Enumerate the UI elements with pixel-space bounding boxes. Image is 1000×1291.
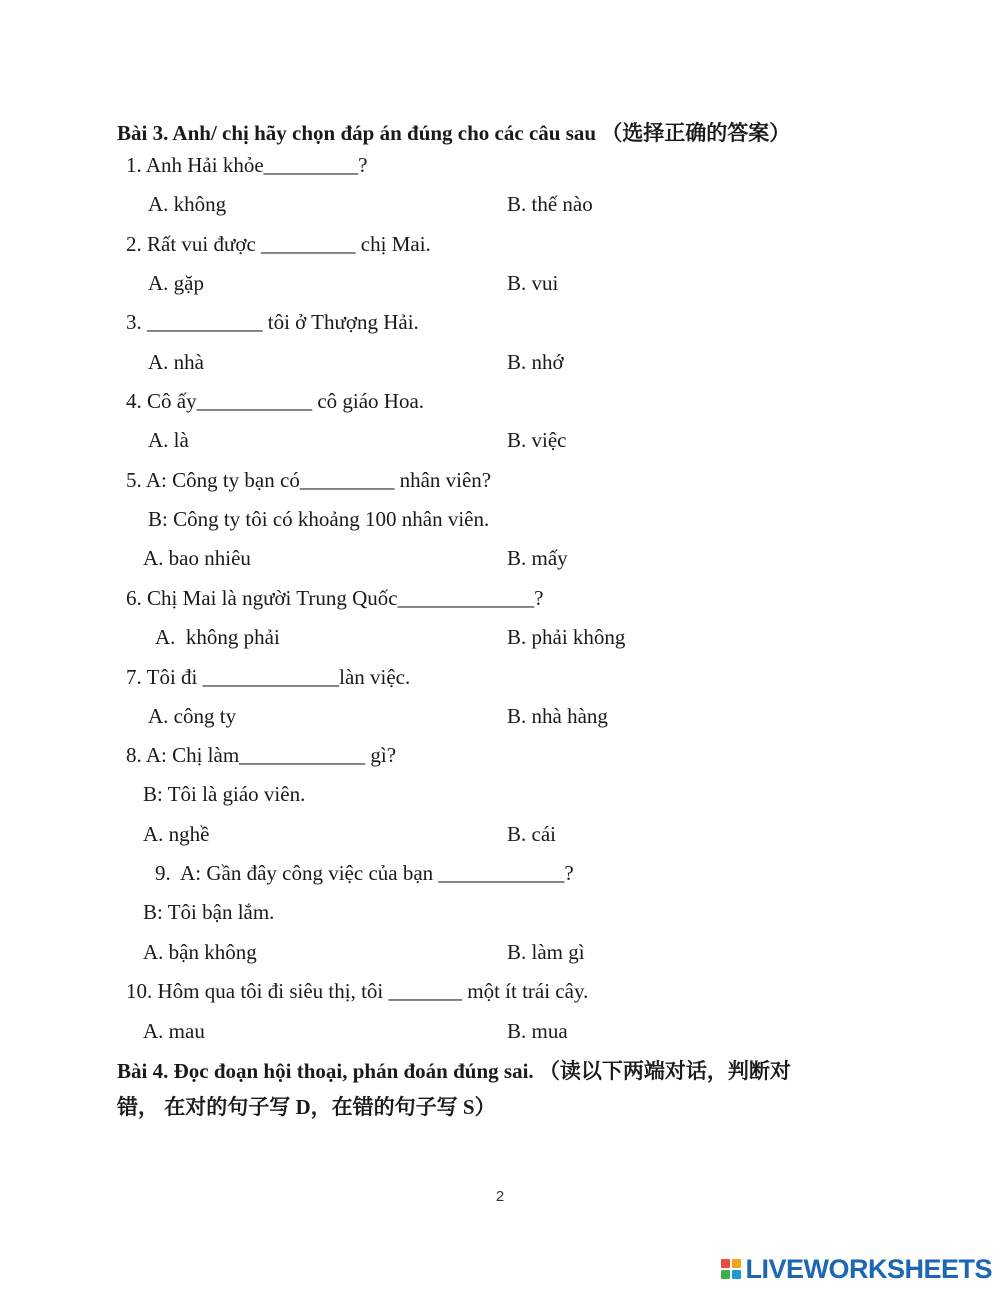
question-7: 7. Tôi đi _____________làn việc. <box>126 665 411 689</box>
exercise-4-heading: Bài 4. Đọc đoạn hội thoại, phán đoán đúng sai. （读以下两端对话，判断对 <box>117 1059 791 1083</box>
question-9-option-a[interactable]: A. bận không <box>143 940 257 964</box>
question-5-reply: B: Công ty tôi có khoảng 100 nhân viên. <box>148 507 490 531</box>
exercise-4-heading-continued: 错， 在对的句子写 D，在错的句子写 S） <box>117 1095 496 1119</box>
question-2-option-b[interactable]: B. vui <box>507 271 559 295</box>
question-1-option-a[interactable]: A. không <box>148 192 227 216</box>
question-7-option-a[interactable]: A. công ty <box>148 704 237 728</box>
page-number: 2 <box>495 1188 505 1205</box>
question-3: 3. ___________ tôi ở Thượng Hải. <box>126 310 419 334</box>
question-9: 9. A: Gần đây công việc của bạn ____________? <box>155 861 574 885</box>
liveworksheets-logo-icon <box>721 1259 741 1279</box>
question-4: 4. Cô ấy___________ cô giáo Hoa. <box>126 389 425 413</box>
question-8-option-a[interactable]: A. nghề <box>143 822 210 846</box>
question-8-reply: B: Tôi là giáo viên. <box>143 782 306 806</box>
question-8-option-b[interactable]: B. cái <box>507 822 556 846</box>
question-10-option-b[interactable]: B. mua <box>507 1019 568 1043</box>
question-5-option-a[interactable]: A. bao nhiêu <box>143 546 251 570</box>
question-7-option-b[interactable]: B. nhà hàng <box>507 704 608 728</box>
question-1: 1. Anh Hải khỏe_________? <box>126 153 368 177</box>
question-4-option-a[interactable]: A. là <box>148 428 189 452</box>
question-2-option-a[interactable]: A. gặp <box>148 271 204 295</box>
question-10-option-a[interactable]: A. mau <box>143 1019 205 1043</box>
question-5: 5. A: Công ty bạn có_________ nhân viên? <box>126 468 492 492</box>
question-6-option-b[interactable]: B. phải không <box>507 625 626 649</box>
question-5-option-b[interactable]: B. mấy <box>507 546 568 570</box>
question-3-option-a[interactable]: A. nhà <box>148 350 204 374</box>
logo-square-icon <box>732 1270 741 1279</box>
question-9-option-b[interactable]: B. làm gì <box>507 940 585 964</box>
question-3-option-b[interactable]: B. nhớ <box>507 350 564 374</box>
question-6: 6. Chị Mai là người Trung Quốc_____________? <box>126 586 544 610</box>
liveworksheets-logo <box>721 1252 992 1286</box>
question-10: 10. Hôm qua tôi đi siêu thị, tôi _______ một ít trái cây. <box>126 979 589 1003</box>
question-9-reply: B: Tôi bận lắm. <box>143 900 275 924</box>
question-2: 2. Rất vui được _________ chị Mai. <box>126 232 431 256</box>
exercise-3-heading: Bài 3. Anh/ chị hãy chọn đáp án đúng cho các câu sau （选择正确的答案） <box>117 121 791 145</box>
liveworksheets-logo-text: LIVEWORKSHEETS <box>745 1253 992 1284</box>
logo-square-icon <box>732 1259 741 1268</box>
logo-square-icon <box>721 1270 730 1279</box>
logo-square-icon <box>721 1259 730 1268</box>
question-8: 8. A: Chị làm____________ gì? <box>126 743 397 767</box>
question-6-option-a[interactable]: A. không phải <box>155 625 280 649</box>
question-4-option-b[interactable]: B. việc <box>507 428 567 452</box>
question-1-option-b[interactable]: B. thế nào <box>507 192 593 216</box>
